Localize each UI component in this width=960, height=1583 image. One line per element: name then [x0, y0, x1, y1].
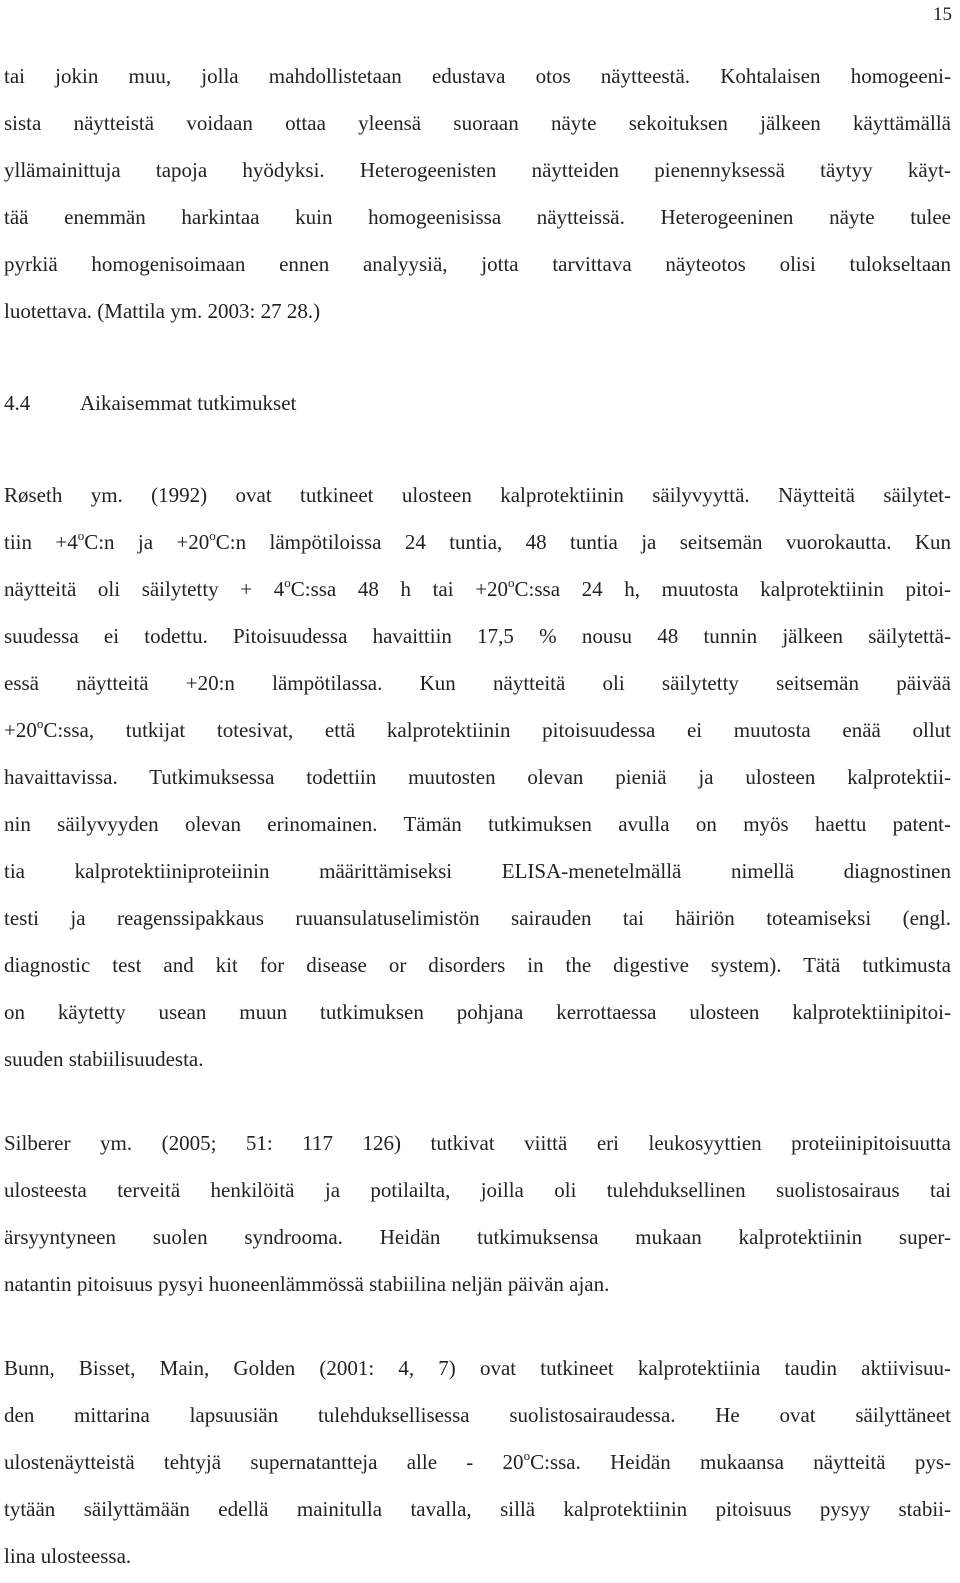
text-line: sista näytteistä voidaan ottaa yleensä suoraan näyte sekoituksen jälkeen käyttämällä: [4, 111, 951, 135]
text-line: ulosteesta terveitä henkilöitä ja potilailta, joilla oli tulehduksellinen suolistosairaus tai: [4, 1178, 951, 1202]
text-line: nin säilyvyyden olevan erinomainen. Tämän tutkimuksen avulla on myös haettu patent-: [4, 812, 951, 836]
text-line: tai jokin muu, jolla mahdollistetaan edustava otos näytteestä. Kohtalaisen homogeeni-: [4, 64, 951, 88]
text-line: essä näytteitä +20:n lämpötilassa. Kun näytteitä oli säilytetty seitsemän päivää: [4, 671, 951, 695]
text-line: $+20^oC:ssa$, tutkijat totesivat, että kalprotektiinin pitoisuudessa ei muutosta enää ollut: [4, 716, 951, 742]
text-line: yllämainittuja tapoja hyödyksi. Heterogeenisten näytteiden pienennyksessä täytyy käyt-: [4, 158, 951, 182]
text-line: havaittavissa. Tutkimuksessa todettiin muutosten olevan pieniä ja ulosteen kalprotektii-: [4, 765, 951, 789]
text-line: tää enemmän harkintaa kuin homogeenisissa näytteissä. Heterogeeninen näyte tulee: [4, 205, 951, 229]
text-line: suuden stabiilisuudesta.: [4, 1047, 204, 1071]
text-line: lina ulosteessa.: [4, 1544, 132, 1568]
page-number: 15: [933, 4, 952, 25]
section-title: Aikaisemmat tutkimukset: [80, 391, 297, 415]
text-line: testi ja reagenssipakkaus ruuansulatuselimistön sairauden tai häiriön toteamiseksi (engl.: [4, 906, 951, 930]
text-line: tia kalprotektiiniproteiinin määrittämiseksi ELISA-menetelmällä nimellä diagnostinen: [4, 859, 951, 883]
text-line: on käytetty usean muun tutkimuksen pohjana kerrottaessa ulosteen kalprotektiinipitoi-: [4, 1000, 951, 1024]
text-line: ärsyyntyneen suolen syndrooma. Heidän tutkimuksensa mukaan kalprotektiinin super-: [4, 1225, 951, 1249]
text-line: ulostenäytteistä tehtyjä supernatantteja alle - 20$^o$C:ssa. Heidän mukaansa näytteitä pys-: [4, 1448, 951, 1474]
text-line: Silberer ym. (2005; 51: 117 126) tutkivat viittä eri leukosyyttien proteiinipitoisuutta: [4, 1131, 951, 1155]
text-line: pyrkiä homogenisoimaan ennen analyysiä, jotta tarvittava näyteotos olisi tulokseltaan: [4, 252, 951, 276]
text-line: suudessa ei todettu. Pitoisuudessa havaittiin 17,5 % nousu 48 tunnin jälkeen säilytettä-: [4, 624, 951, 648]
text-line: luotettava. (Mattila ym. 2003: 27 28.): [4, 299, 321, 323]
text-line: diagnostic test and kit for disease or disorders in the digestive system). Tätä tutkimusta: [4, 953, 951, 977]
text-line: tytään säilyttämään edellä mainitulla tavalla, sillä kalprotektiinin pitoisuus pysyy stabii-: [4, 1497, 951, 1521]
section-heading: [4, 388, 296, 418]
text-line: Røseth ym. (1992) ovat tutkineet ulosteen kalprotektiinin säilyvyyttä. Näytteitä säilytet-: [4, 483, 951, 507]
text-line: natantin pitoisuus pysyi huoneenlämmössä stabiilina neljän päivän ajan.: [4, 1272, 610, 1296]
text-line: den mittarina lapsuusiän tulehduksellisessa suolistosairaudessa. He ovat säilyttäneet: [4, 1403, 951, 1427]
section-number: 4.4: [4, 391, 31, 415]
text-line: Bunn, Bisset, Main, Golden (2001: 4, 7) ovat tutkineet kalprotektiinia taudin aktiivisuu-: [4, 1356, 951, 1380]
text-line: näytteitä oli säilytetty + $4^oC:ssa$ 48 h tai $+20^oC:ssa$ 24 h, muutosta kalprotektiinin pitoi-: [4, 575, 951, 601]
text-line: tiin $+4^oC:n$ ja $+20^oC:n$ lämpötiloissa 24 tuntia, 48 tuntia ja seitsemän vuorokautta. Kun: [4, 528, 951, 554]
